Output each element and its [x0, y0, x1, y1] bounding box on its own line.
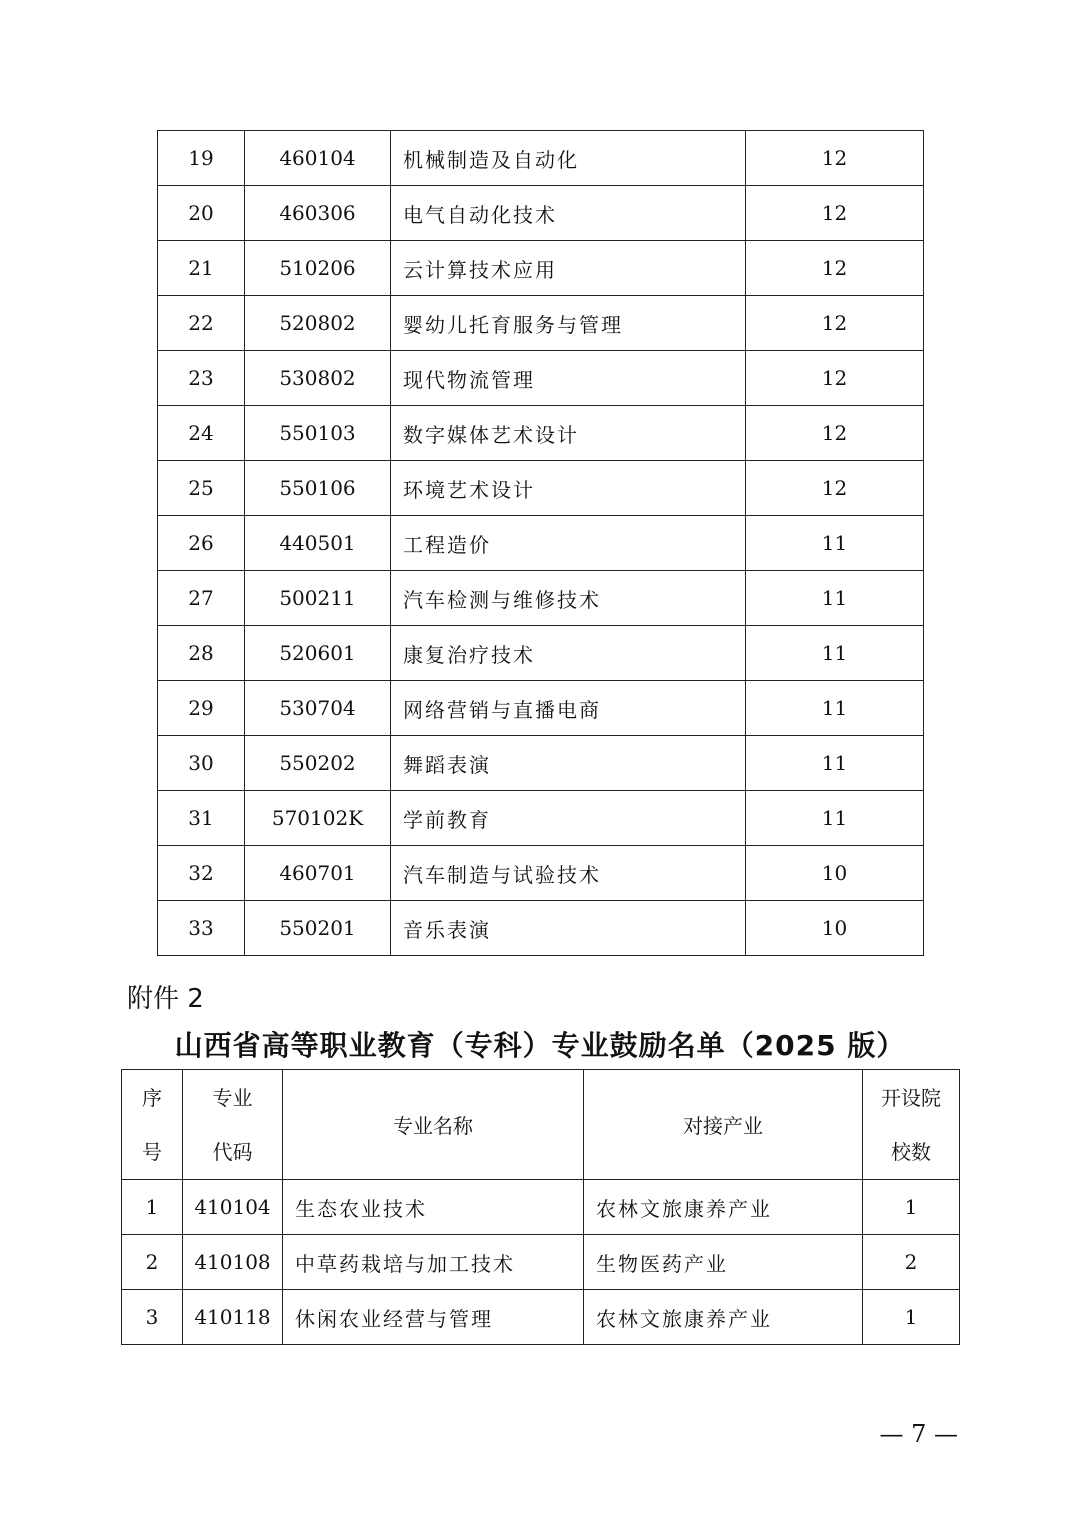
industry-name: 农林文旅康养产业 — [584, 1290, 863, 1345]
major-code: 520802 — [245, 296, 391, 351]
school-count: 11 — [746, 736, 924, 791]
major-code: 460701 — [245, 846, 391, 901]
school-count: 11 — [746, 626, 924, 681]
major-code: 440501 — [245, 516, 391, 571]
row-number: 25 — [158, 461, 245, 516]
table-row — [158, 351, 924, 406]
table-row — [158, 571, 924, 626]
table-row — [122, 1290, 960, 1345]
header-no — [122, 1070, 183, 1180]
header-no-line1: 序 — [142, 1085, 162, 1110]
major-code: 500211 — [245, 571, 391, 626]
major-table-continued — [157, 130, 924, 956]
major-name: 电气自动化技术 — [391, 186, 746, 241]
table-row — [158, 736, 924, 791]
header-industry: 对接产业 — [584, 1070, 863, 1180]
school-count: 10 — [746, 901, 924, 956]
school-count: 12 — [746, 461, 924, 516]
row-number: 1 — [122, 1180, 183, 1235]
major-name: 婴幼儿托育服务与管理 — [391, 296, 746, 351]
row-number: 31 — [158, 791, 245, 846]
row-number: 27 — [158, 571, 245, 626]
header-code-line1: 专业 — [212, 1085, 253, 1110]
major-name: 工程造价 — [391, 516, 746, 571]
row-number: 21 — [158, 241, 245, 296]
table-row — [158, 846, 924, 901]
school-count: 1 — [863, 1290, 960, 1345]
major-name: 云计算技术应用 — [391, 241, 746, 296]
major-code: 410108 — [183, 1235, 283, 1290]
major-code: 460306 — [245, 186, 391, 241]
major-name: 现代物流管理 — [391, 351, 746, 406]
industry-name: 生物医药产业 — [584, 1235, 863, 1290]
major-name: 生态农业技术 — [283, 1180, 584, 1235]
table-row — [158, 791, 924, 846]
school-count: 11 — [746, 791, 924, 846]
industry-name: 农林文旅康养产业 — [584, 1180, 863, 1235]
header-count-line2: 校数 — [891, 1139, 931, 1164]
major-code: 530704 — [245, 681, 391, 736]
header-code-line2: 代码 — [212, 1139, 253, 1164]
table-row — [158, 131, 924, 186]
table-row — [158, 681, 924, 736]
major-name: 休闲农业经营与管理 — [283, 1290, 584, 1345]
row-number: 24 — [158, 406, 245, 461]
major-name: 学前教育 — [391, 791, 746, 846]
school-count: 1 — [863, 1180, 960, 1235]
encouraged-majors-table — [121, 1069, 960, 1345]
major-name: 汽车制造与试验技术 — [391, 846, 746, 901]
document-title: 山西省高等职业教育（专科）专业鼓励名单（2025 版） — [174, 1029, 906, 1062]
school-count: 11 — [746, 571, 924, 626]
major-name: 音乐表演 — [391, 901, 746, 956]
major-name: 中草药栽培与加工技术 — [283, 1235, 584, 1290]
major-code: 410118 — [183, 1290, 283, 1345]
major-name: 环境艺术设计 — [391, 461, 746, 516]
major-code: 410104 — [183, 1180, 283, 1235]
school-count: 12 — [746, 296, 924, 351]
school-count: 11 — [746, 681, 924, 736]
header-no-line2: 号 — [142, 1139, 162, 1164]
school-count: 2 — [863, 1235, 960, 1290]
page-number: — 7 — — [879, 1420, 958, 1448]
table-row — [158, 296, 924, 351]
school-count: 12 — [746, 351, 924, 406]
row-number: 32 — [158, 846, 245, 901]
table-row — [158, 901, 924, 956]
major-code: 460104 — [245, 131, 391, 186]
header-count — [863, 1070, 960, 1180]
table-row — [158, 241, 924, 296]
school-count: 12 — [746, 131, 924, 186]
row-number: 20 — [158, 186, 245, 241]
major-code: 550103 — [245, 406, 391, 461]
row-number: 23 — [158, 351, 245, 406]
major-name: 舞蹈表演 — [391, 736, 746, 791]
major-code: 530802 — [245, 351, 391, 406]
school-count: 10 — [746, 846, 924, 901]
table-header-row — [122, 1070, 960, 1180]
major-name: 康复治疗技术 — [391, 626, 746, 681]
major-table-body — [158, 131, 924, 956]
table-row — [158, 626, 924, 681]
table-row — [158, 516, 924, 571]
major-name: 数字媒体艺术设计 — [391, 406, 746, 461]
header-count-line1: 开设院 — [881, 1085, 941, 1110]
major-code: 570102K — [245, 791, 391, 846]
school-count: 12 — [746, 186, 924, 241]
school-count: 12 — [746, 406, 924, 461]
row-number: 26 — [158, 516, 245, 571]
table-row — [122, 1180, 960, 1235]
row-number: 28 — [158, 626, 245, 681]
major-code: 550106 — [245, 461, 391, 516]
table-row — [158, 406, 924, 461]
major-code: 550201 — [245, 901, 391, 956]
major-code: 510206 — [245, 241, 391, 296]
major-code: 520601 — [245, 626, 391, 681]
header-name: 专业名称 — [283, 1070, 584, 1180]
row-number: 3 — [122, 1290, 183, 1345]
row-number: 29 — [158, 681, 245, 736]
major-name: 机械制造及自动化 — [391, 131, 746, 186]
encouraged-table-body — [122, 1180, 960, 1345]
table-row — [122, 1235, 960, 1290]
row-number: 2 — [122, 1235, 183, 1290]
major-name: 汽车检测与维修技术 — [391, 571, 746, 626]
attachment-label: 附件 2 — [127, 984, 204, 1014]
table-row — [158, 186, 924, 241]
row-number: 33 — [158, 901, 245, 956]
row-number: 30 — [158, 736, 245, 791]
school-count: 12 — [746, 241, 924, 296]
row-number: 19 — [158, 131, 245, 186]
table-row — [158, 461, 924, 516]
school-count: 11 — [746, 516, 924, 571]
row-number: 22 — [158, 296, 245, 351]
major-name: 网络营销与直播电商 — [391, 681, 746, 736]
header-code — [183, 1070, 283, 1180]
major-code: 550202 — [245, 736, 391, 791]
